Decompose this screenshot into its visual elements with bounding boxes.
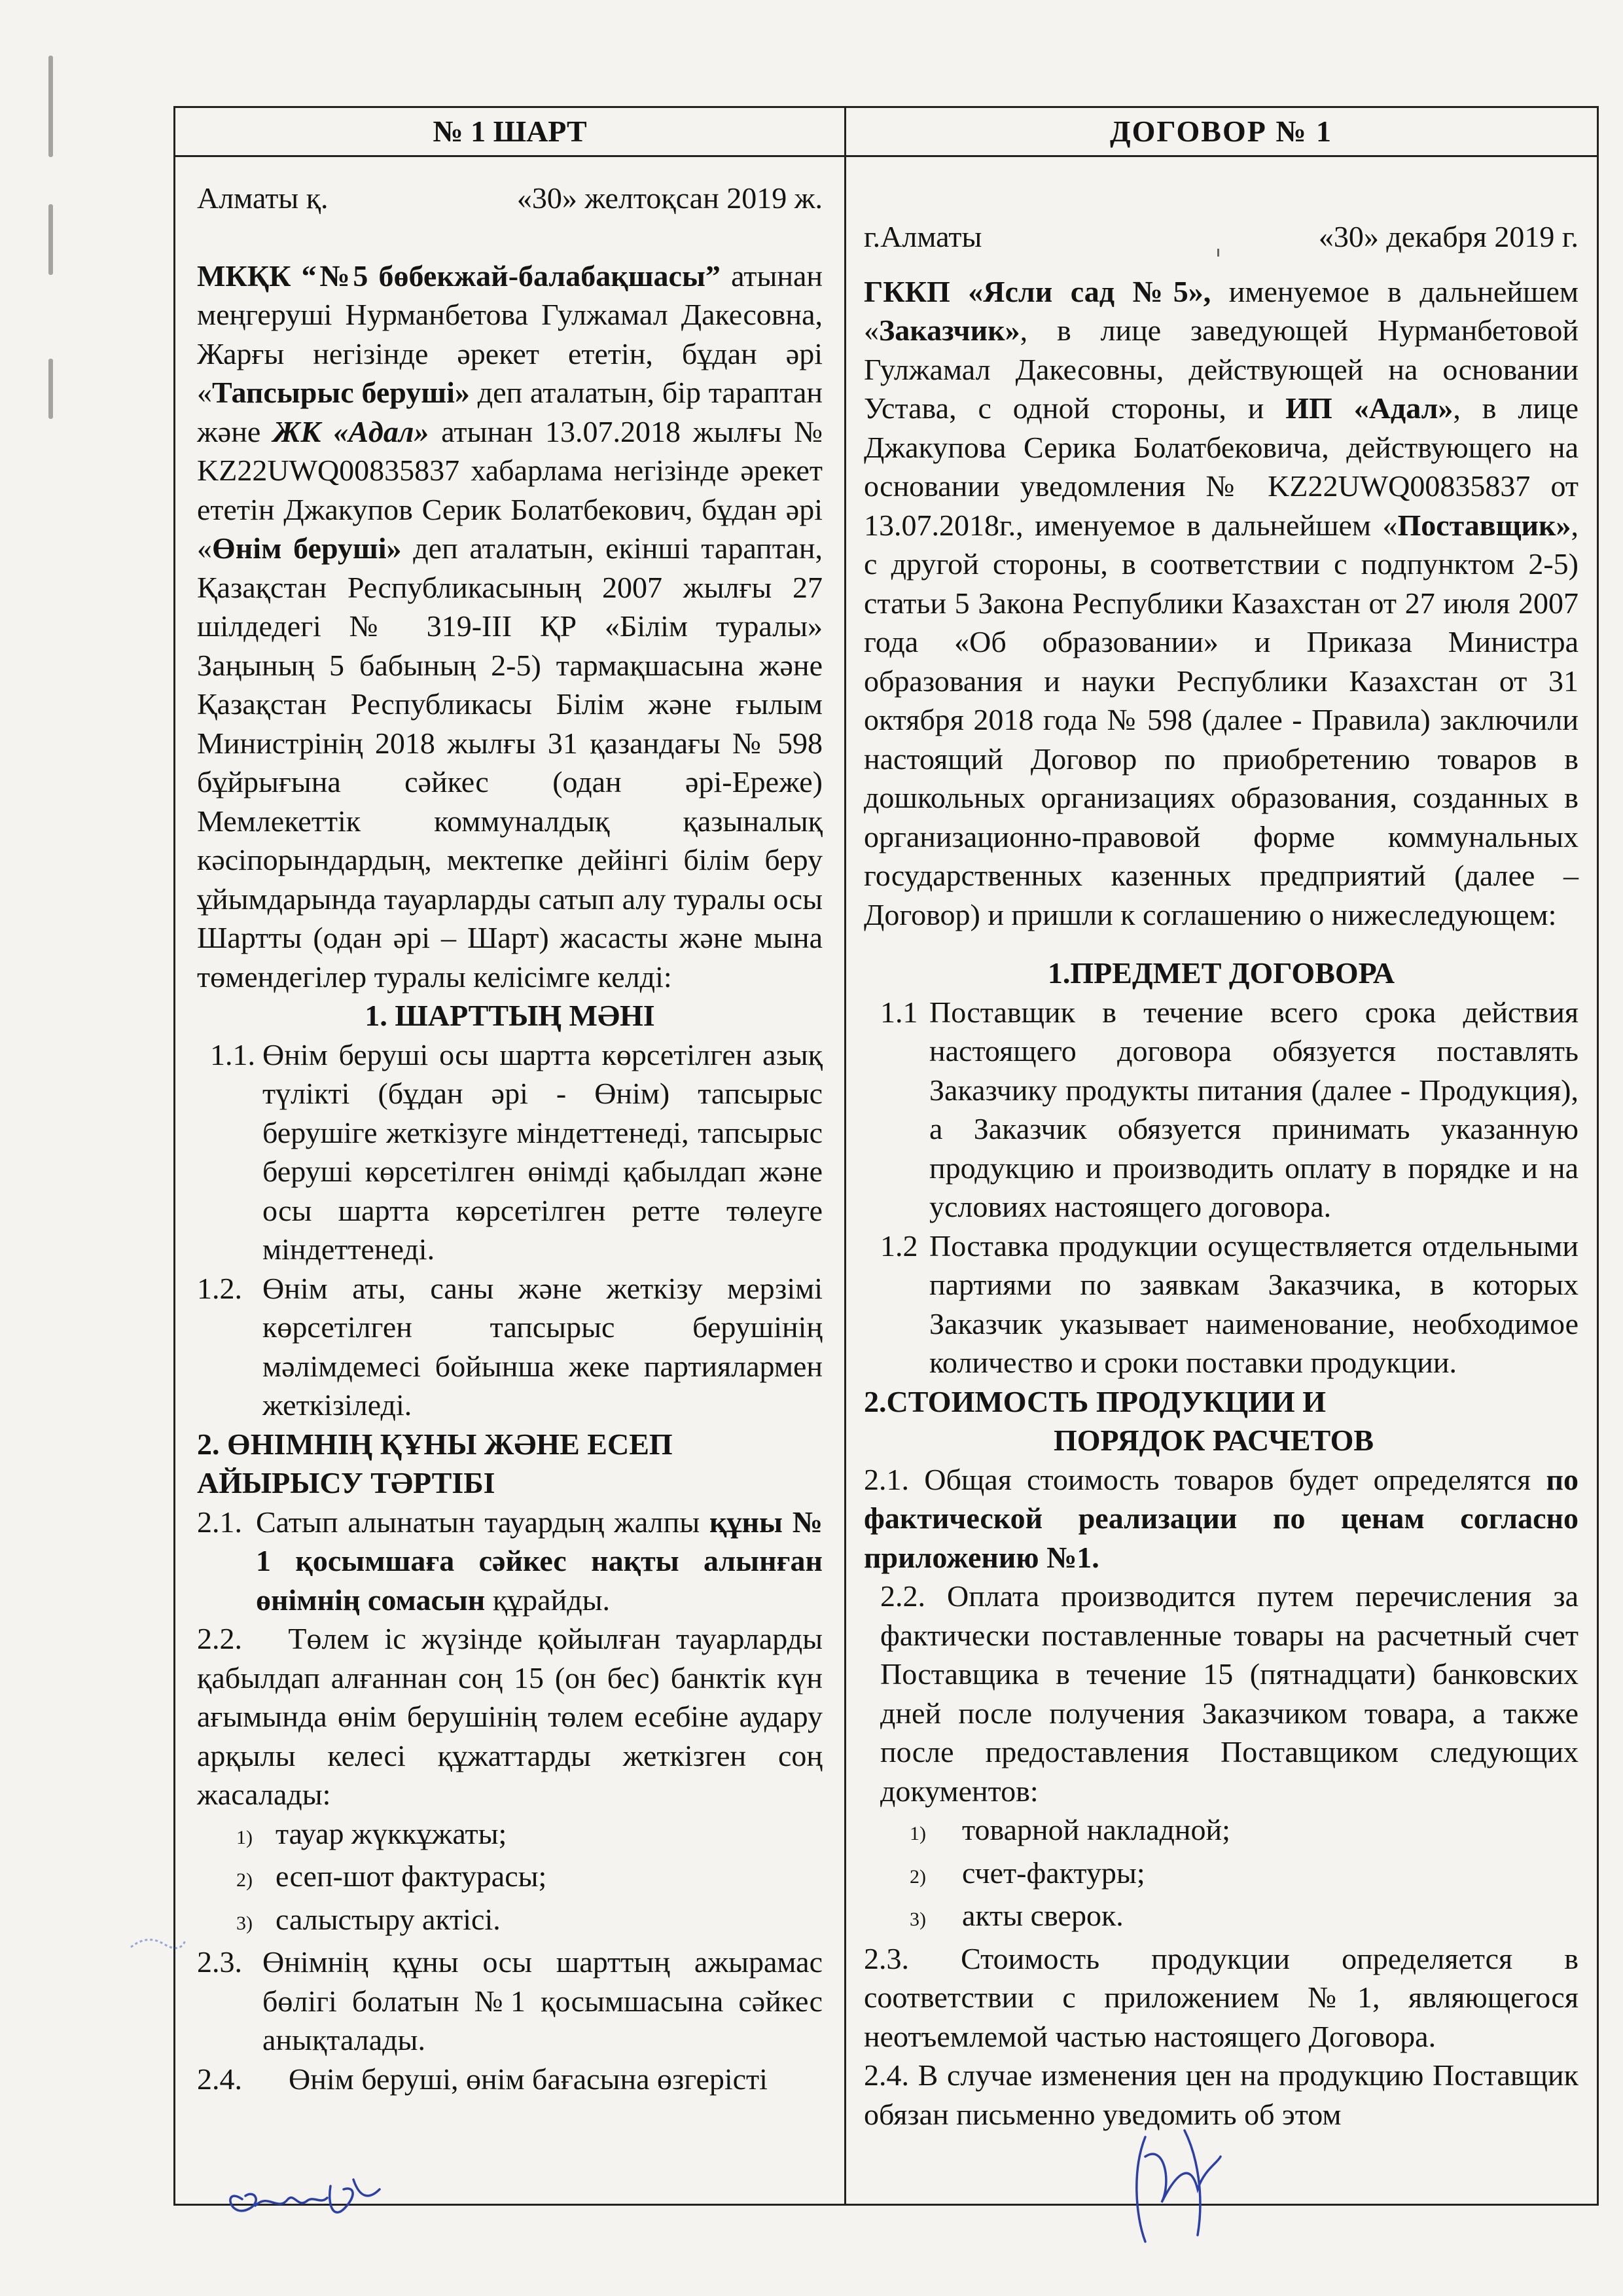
column-divider — [844, 108, 846, 2204]
kz-doc-item: 1) тауар жүккұжаты; — [236, 1816, 507, 1850]
kz-doc-item: 2) есеп-шот фактурасы; — [236, 1859, 547, 1893]
kz-section2-title: 2. ӨНІМНІҢ ҚҰНЫ ЖӘНЕ ЕСЕП АЙЫРЫСУ ТӘРТІБІ — [197, 1427, 673, 1499]
ru-preamble: ГККП «Ясли сад №5», именуемое в дальнейшем «Заказчик», в лице заведующей Нурманбетовой Гулжамал Дакесовны, действующей на основании Устава, с одной стороны, и ИП «Адал», в лице Джакупова Серика Болатбековича, действующего на основании уведомления № KZ22UWQ00835837 от 13.07.2018г., именуемое в дальнейшем «Поставщик», с другой стороны, в соответствии с подпунктом 2-5) статьи 5 Закона Республики Казахстан от 27 июля 2007 года «Об образовании» и Приказа Министра образования и науки Республики Казахстан от 31 октября 2018 года № 598 (далее - Правила) заключили настоящий Договор по приобретению товаров в дошкольных организациях образования, созданных в организационно-правовой форме коммунальных государственных казенных предприятий (далее – Договор) и пришли к соглашению о нижеследующем: — [864, 274, 1579, 931]
ru-city: г.Алматы — [864, 220, 982, 253]
ru-section2-title: 2.СТОИМОСТЬ ПРОДУКЦИИ И — [864, 1384, 1326, 1418]
ru-section2-title-line2: ПОРЯДОК РАСЧЕТОВ — [1054, 1424, 1374, 1457]
ru-doc-item: 2) счет-фактуры; — [910, 1856, 1145, 1890]
kz-section1-title: 1. ШАРТТЫҢ МӘНІ — [365, 999, 655, 1032]
russian-column — [864, 108, 1578, 2134]
binder-mark — [48, 56, 53, 157]
kz-doc-item: 3) салыстыру актісі. — [236, 1902, 501, 1936]
binder-mark — [48, 359, 53, 419]
binder-mark — [48, 204, 53, 275]
ru-title: ДОГОВОР № 1 — [1109, 115, 1333, 148]
signature-left — [216, 2160, 386, 2238]
ru-clause-2-4: 2.4. В случае изменения цен на продукцию Поставщик обязан письменно уведомить об этом — [864, 2058, 1578, 2131]
ru-clause-1-1: 1.1 Поставщик в течение всего срока действия настоящего договора обязуется поставлять Заказчику продукты питания (далее - Продукция), а Заказчик обязуется принимать указанную продукцию и производить оплату в порядке и на условиях настоящего договора. — [880, 995, 1578, 1223]
stamp-fragment — [128, 1928, 187, 1960]
kz-clause-1-2: 1.2. Өнім аты, саны және жеткізу мерзімі көрсетілген тапсырыс берушінің мәлімдемесі бойынша жеке партиялармен жеткізіледі. — [197, 1271, 823, 1422]
signature-right — [1106, 2117, 1257, 2248]
ru-doc-item: 1) товарной накладной; — [910, 1813, 1230, 1846]
ru-date: «30» декабря 2019 г. — [1318, 220, 1578, 253]
kz-place-date — [197, 179, 823, 218]
kz-date: «30» желтоқсан 2019 ж. — [516, 181, 823, 215]
contract-table — [173, 106, 1599, 2206]
ru-place-date — [864, 217, 1578, 257]
kz-preamble: МКҚК “№5 бөбекжай-балабақшасы” атынан меңгеруші Нурманбетова Гулжамал Дакесовна, Жарғы негізінде әрекет ететін, бұдан әрі «Тапсырыс беруші» деп аталатын, бір тараптан және ЖК «Адал» атынан 13.07.2018 жылғы № KZ22UWQ00835837 хабарлама негізінде әрекет ететін Джакупов Серик Болатбекович, бұдан әрі «Өнім беруші» деп аталатын, екінші тараптан, Қазақстан Республикасының 2007 жылғы 27 шілдедегі № 319-III ҚР «Білім туралы» Заңының 5 бабының 2-5) тармақшасына және Қазақстан Республикасы Білім және ғылым Министрінің 2018 жылғы 31 қазандағы № 598 бұйрығына сәйкес (одан әрі-Ереже) Мемлекеттік коммуналдық қазыналық кәсіпорындардың, мектепке дейінгі білім беру ұйымдарында тауарларды сатып алу туралы осы Шартты (одан әрі – Шарт) жасасты және мына төмендегілер туралы келісімге келді: — [197, 259, 823, 994]
kz-city: Алматы қ. — [197, 181, 329, 215]
kazakh-column — [197, 108, 823, 2098]
kz-clause-2-3: 2.3. Өнімнің құны осы шарттың ажырамас бөлігі болатын №1 қосымшасына сәйкес анықталады. — [197, 1945, 823, 2056]
ru-clause-2-1: 2.1. Общая стоимость товаров будет определятся по фактической реализации по ценам согласно приложению №1. — [864, 1462, 1578, 1574]
ru-clause-2-3: 2.3. Стоимость продукции определяется в соответствии с приложением №1, являющегося неотъемлемой частью настоящего Договора. — [864, 1941, 1578, 2053]
kz-clause-2-4: 2.4. Өнім беруші, өнім бағасына өзгерісті — [197, 2062, 768, 2096]
ru-clause-2-2: 2.2. Оплата производится путем перечисления за фактически поставленные товары на расчетный счет Поставщика в течение 15 (пятнадцати) банковских дней после получения Заказчиком товара, а также после предоставления Поставщиком следующих документов: — [880, 1579, 1578, 1808]
ru-doc-item: 3) акты сверок. — [910, 1899, 1124, 1932]
ru-section1-title: 1.ПРЕДМЕТ ДОГОВОРА — [1047, 956, 1395, 990]
kz-clause-2-2: 2.2. Төлем іс жүзінде қойылған тауарларды қабылдап алғаннан соң 15 (он бес) банктік күн ағымында өнім берушінің төлем есебіне аудару арқылы келесі құжаттарды жеткізген соң жасалады: — [197, 1622, 823, 1811]
ru-clause-1-2: 1.2 Поставка продукции осуществляется отдельными партиями по заявкам Заказчика, в которых Заказчик указывает наименование, необходимое количество и сроки поставки продукции. — [880, 1229, 1578, 1379]
kz-clause-2-1: 2.1. Сатып алынатын тауардың жалпы құны № 1 қосымшаға сәйкес нақты алынған өнімнің сомасын құрайды. — [197, 1505, 823, 1617]
kz-title: № 1 ШАРТ — [433, 115, 587, 148]
kz-clause-1-1: 1.1. Өнім беруші осы шартта көрсетілген азық түлікті (бұдан әрі - Өнім) тапсырыс берушіге жеткізуге міндеттенеді, тапсырыс беруші көрсетілген өнімді қабылдап және осы шартта көрсетілген ретте төлеуге міндеттенеді. — [210, 1037, 823, 1266]
